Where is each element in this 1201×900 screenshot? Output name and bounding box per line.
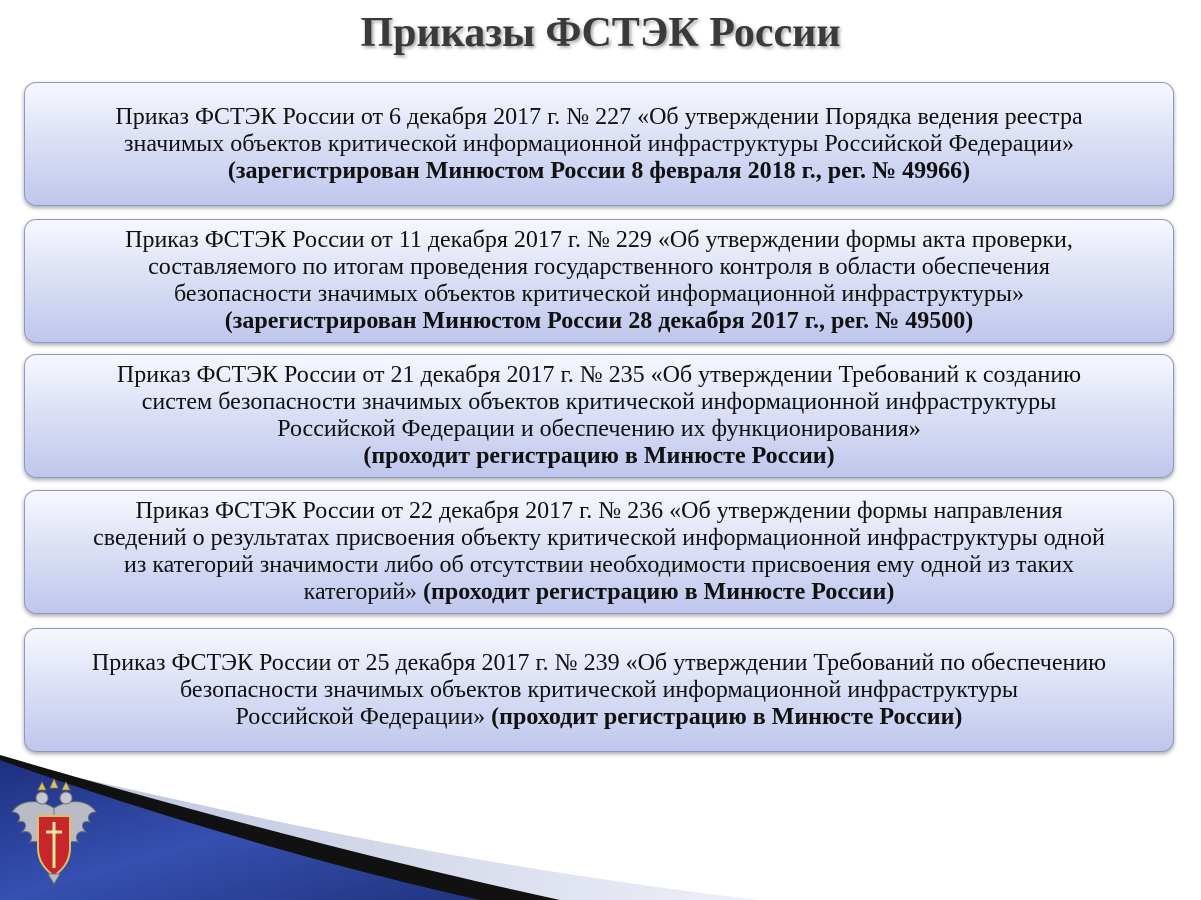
order-registration: (проходит регистрацию в Минюсте России) — [491, 703, 963, 730]
order-description: Приказ ФСТЭК России от 6 декабря 2017 г. № 227 «Об утверждении Порядка ведения реестра значимых объектов критической информационной инфраструктуры Российской Федерации» — [115, 103, 1083, 157]
order-card-229 — [24, 219, 1174, 343]
slide-title: Приказы ФСТЭК России — [360, 10, 841, 56]
order-text — [115, 104, 1082, 185]
order-text — [117, 362, 1081, 470]
order-text — [125, 227, 1073, 335]
order-registration: (проходит регистрацию в Минюсте России) — [363, 443, 835, 469]
order-registration: (зарегистрирован Минюстом России 8 февраля 2018 г., рег. № 49966) — [227, 157, 971, 184]
order-card-235 — [24, 354, 1174, 478]
order-card-239 — [24, 628, 1174, 752]
fstec-emblem-icon — [8, 778, 100, 886]
order-description: Приказ ФСТЭК России от 11 декабря 2017 г. № 229 «Об утверждении формы акта проверки, составляемого по итогам проведения государственного контроля в области обеспечения безопасности значимых объектов критической информационной инфраструктуры» — [125, 227, 1073, 307]
order-card-236 — [24, 490, 1174, 614]
order-registration: (проходит регистрацию в Минюсте России) — [423, 579, 895, 605]
order-text — [93, 498, 1105, 606]
order-card-227 — [24, 82, 1174, 206]
order-registration: (зарегистрирован Минюстом России 28 декабря 2017 г., рег. № 49500) — [224, 308, 974, 334]
order-description: Приказ ФСТЭК России от 25 декабря 2017 г. № 239 «Об утверждении Требований по обеспечению безопасности значимых объектов критической информационной инфраструктуры Российской Федерации» — [91, 649, 1107, 730]
order-text — [92, 650, 1106, 731]
order-description: Приказ ФСТЭК России от 21 декабря 2017 г. № 235 «Об утверждении Требований к созданию систем безопасности значимых объектов критической информационной инфраструктуры Российской Федерации и обеспечению их функционирования» — [116, 362, 1082, 442]
order-description: Приказ ФСТЭК России от 22 декабря 2017 г. № 236 «Об утверждении формы направления сведений о результатах присвоения объекту критической информационной инфраструктуры одной из категорий значимости либо об отсутствии необходимости присвоения ему одной из таких категорий» — [93, 498, 1105, 605]
